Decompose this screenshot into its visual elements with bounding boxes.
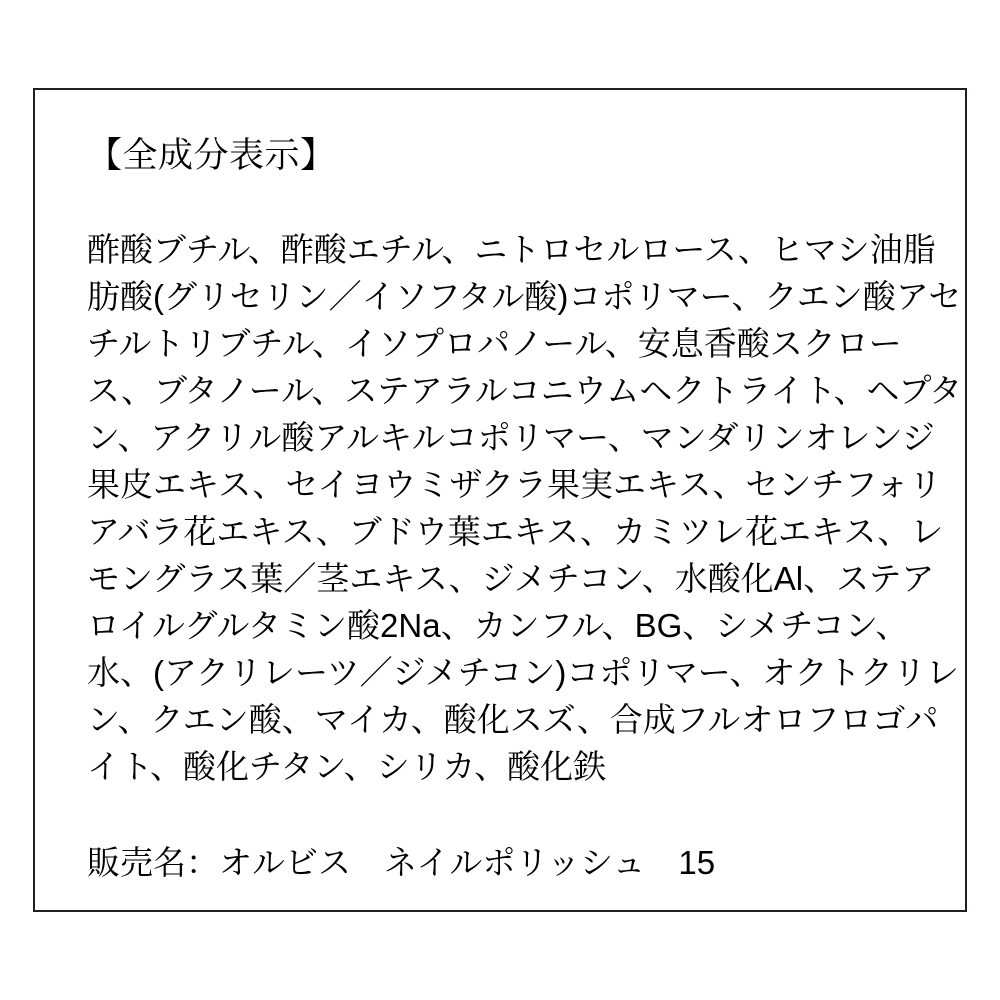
page-title: 【全成分表示】 (87, 136, 336, 175)
ingredient-list-text: 酢酸ブチル、酢酸エチル、ニトロセルロース、ヒマシ油脂肪酸(グリセリン／イソフタル酸)コポリマー、クエン酸アセチルトリブチル、イソプロパノール、安息香酸スクロース、ブタノール、ステアラルコニウムヘクトライト、ヘプタン、アクリル酸アルキルコポリマー、マンダリンオレンジ果皮エキス、セイヨウミザクラ果実エキス、センチフォリアバラ花エキス、ブドウ葉エキス、カミツレ花エキス、レモングラス葉／茎エキス、ジメチコン、水酸化Al、ステアロイルグルタミン酸2Na、カンフル、BG、シメチコン、水、(アクリレーツ／ジメチコン)コポリマー、オクトクリレン、クエン酸、マイカ、酸化スズ、合成フルオロフロゴパイト、酸化チタン、シリカ、酸化鉄 (87, 230, 963, 785)
ingredient-list-box (33, 88, 967, 912)
sales-name-text: 販売名：オルビス ネイルポリッシュ 15 (87, 843, 716, 881)
